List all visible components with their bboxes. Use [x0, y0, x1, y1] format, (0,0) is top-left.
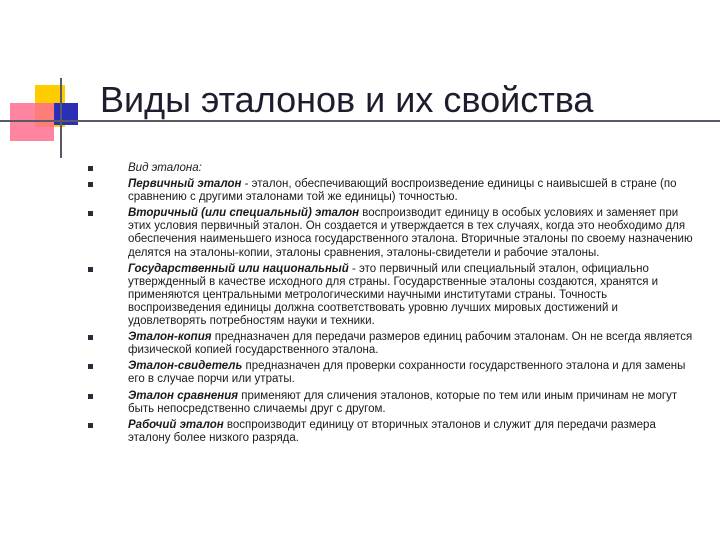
- item-term: Эталон сравнения: [128, 389, 239, 402]
- bullet-marker: [88, 182, 93, 187]
- list-item: [88, 390, 698, 416]
- list-item: [88, 419, 698, 445]
- decor-pink-square: [10, 103, 54, 141]
- bullet-marker: [88, 335, 93, 340]
- item-text: - это первичный или специальный эталон, официально утвержденный в качестве исходного для страны. Государственные эталоны создаются, хранятся и применяются центральными метрологическими научными институтами страны. Точность воспроизведения единицы должна соответствовать уровню лучших мировых достижений и удовлетворять потребностям науки и техники.: [128, 262, 659, 328]
- bullet-marker: [88, 423, 93, 428]
- list-item: [88, 178, 698, 204]
- item-lead: Вид эталона:: [128, 162, 202, 174]
- slide-title: Виды эталонов и их свойства: [100, 79, 594, 120]
- list-item: [88, 331, 698, 357]
- decor-vertical-line: [60, 78, 62, 158]
- item-text: воспроизводит единицу от вторичных эталонов и служит для передачи размера эталону более низкого разряда.: [128, 418, 656, 444]
- item-text: предназначен для проверки сохранности государственного эталона и для замены его в случае порчи или утраты.: [128, 360, 686, 386]
- bullet-marker: [88, 211, 93, 216]
- bullet-marker: [88, 394, 93, 399]
- item-term: Рабочий эталон: [128, 418, 224, 431]
- bullet-marker: [88, 364, 93, 369]
- item-term: Эталон-копия: [128, 331, 212, 344]
- item-text: предназначен для передачи размеров единиц рабочим эталонам. Он не всегда является физической копией государственного эталона.: [128, 331, 693, 357]
- item-term: Вторичный (или специальный) эталон: [128, 207, 360, 220]
- bullet-list: [88, 162, 698, 448]
- item-text: применяют для сличения эталонов, которые по тем или иным причинам не могут быть непосредственно сличаемы друг с другом.: [128, 389, 678, 415]
- list-item: [88, 360, 698, 386]
- bullet-marker: [88, 166, 93, 171]
- list-item: [88, 162, 698, 175]
- item-term: Эталон-свидетель: [128, 360, 243, 373]
- list-item: [88, 263, 698, 328]
- list-item: [88, 207, 698, 259]
- item-text: воспроизводит единицу в особых условиях и заменяет при этих условия первичный эталон. Он создается и утверждается в тех случаях, когда это необходимо для обеспечения наименьшего износа государственного эталона. Вторичные эталоны по своему назначению делятся на эталоны-копии, эталоны сравнения, эталоны-свидетели и рабочие эталоны.: [128, 207, 693, 259]
- bullet-marker: [88, 267, 93, 272]
- item-term: Первичный эталон: [128, 178, 245, 191]
- item-text: - эталон, обеспечивающий воспроизведение единицы с наивысшей в стране (по сравнению с другими эталонами той же единицы) точностью.: [128, 178, 677, 204]
- item-term: Государственный или национальный: [128, 262, 352, 275]
